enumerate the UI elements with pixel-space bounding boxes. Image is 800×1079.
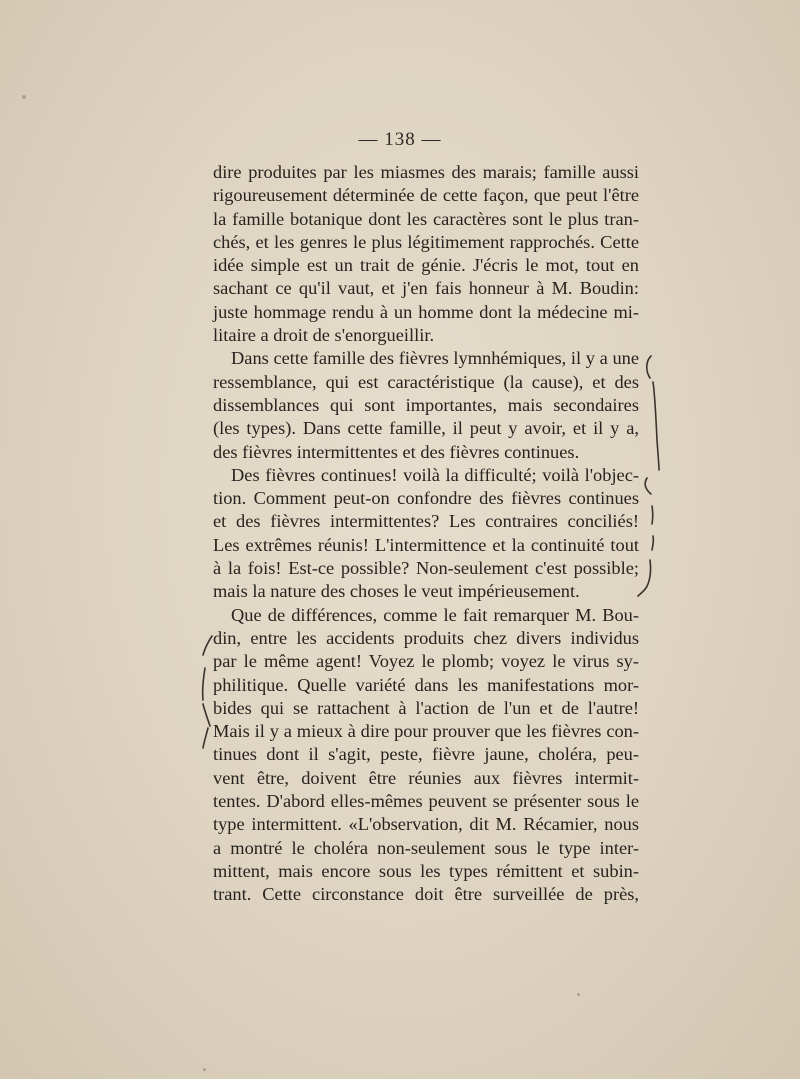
text-line: mittent, mais encore sous les types rémittent et subin- — [213, 860, 639, 881]
text-line: litaire a droit de s'enorgueillir. — [213, 325, 435, 346]
text-line: tentes. D'abord elles-mêmes peuvent se présenter sous le — [213, 791, 639, 812]
paper-spot — [203, 1068, 206, 1071]
text-line: Dans cette famille des fièvres lymnhémiques, il y a une — [231, 348, 639, 369]
text-line: bides qui se rattachent à l'action de l'un et de l'autre! — [213, 697, 639, 718]
text-line: tinues dont il s'agit, peste, fièvre jaune, choléra, peu- — [213, 744, 639, 765]
page-number: — 138 — — [358, 129, 442, 150]
text-line: dissemblances qui sont importantes, mais secondaires — [213, 394, 639, 415]
paper-spot — [22, 95, 26, 99]
pencil-bracket-right-top — [647, 356, 659, 470]
text-line: mais la nature des choses le veut impérieusement. — [213, 581, 580, 602]
text-line: la famille botanique dont les caractères sont le plus tran- — [213, 208, 639, 229]
text-line: Mais il y a mieux à dire pour prouver que les fièvres con- — [213, 721, 639, 742]
text-line: dire produites par les miasmes des marais; famille aussi — [213, 162, 639, 182]
text-line: a montré le choléra non-seulement sous le type inter- — [213, 837, 639, 858]
text-line: trant. Cette circonstance doit être surveillée de près, — [213, 884, 639, 905]
text-line: ressemblance, qui est caractéristique (la cause), et des — [213, 371, 639, 392]
text-line: Que de différences, comme le fait remarquer M. Bou- — [231, 604, 639, 625]
text-line: tion. Comment peut-on confondre des fièvres continues — [213, 488, 639, 509]
text-line: et des fièvres intermittentes? Les contraires conciliés! — [213, 511, 639, 532]
text-line: par le même agent! Voyez le plomb; voyez le virus sy- — [213, 651, 639, 672]
text-line: Des fièvres continues! voilà la difficulté; voilà l'objec- — [231, 464, 639, 485]
pencil-bracket-left — [203, 636, 212, 748]
text-line: vent être, doivent être réunies aux fièvres intermit- — [213, 767, 639, 788]
text-line: idée simple est un trait de génie. J'écris le mot, tout en — [213, 255, 639, 276]
paper-spot — [577, 993, 580, 996]
body-text — [213, 161, 639, 907]
pencil-bracket-right-middle — [638, 478, 653, 596]
text-line: à la fois! Est-ce possible? Non-seulement c'est possible; — [213, 558, 639, 579]
text-line: sachant ce qu'il vaut, et j'en fais honneur à M. Boudin: — [213, 278, 639, 299]
text-line: philitique. Quelle variété dans les manifestations mor- — [213, 674, 639, 695]
text-line: juste hommage rendu à un homme dont la médecine mi- — [213, 301, 639, 322]
text-line: chés, et les genres le plus légitimement rapprochés. Cette — [213, 231, 639, 252]
text-line: des fièvres intermittentes et des fièvres continues. — [213, 441, 580, 462]
text-line: Les extrêmes réunis! L'intermittence et la continuité tout — [213, 534, 639, 555]
text-line: rigoureusement déterminée de cette façon, que peut l'être — [213, 185, 639, 206]
text-line: (les types). Dans cette famille, il peut y avoir, et il y a, — [213, 418, 639, 439]
text-line: din, entre les accidents produits chez divers individus — [213, 627, 639, 648]
text-line: type intermittent. «L'observation, dit M. Récamier, nous — [213, 814, 639, 835]
